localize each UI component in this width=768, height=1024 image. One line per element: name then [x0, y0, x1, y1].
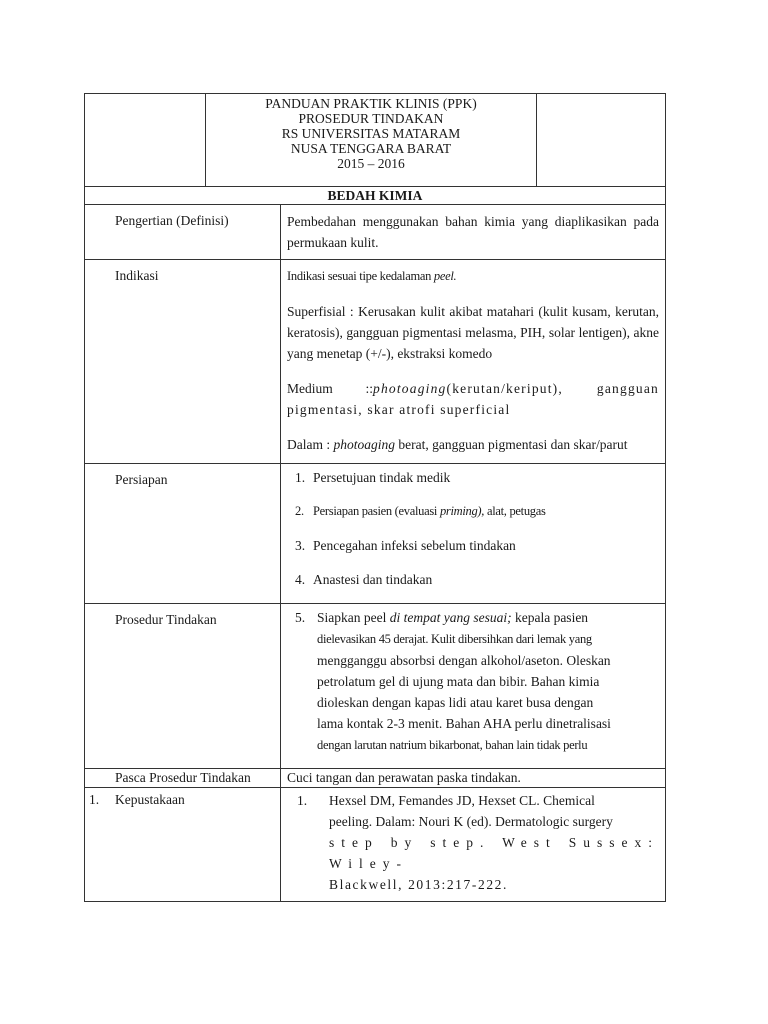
header-line-5: 2015 – 2016 [337, 156, 405, 171]
row-pengertian [85, 205, 666, 260]
prosedur-item: 5. Siapkan peel di tempat yang sesuai; kepala pasien dielevasikan 45 derajat. Kulit dibersihkan dari lemak yang mengganggu absorbsi dengan alkohol/aseton. Oleskan petrolatum gel di ujung mata dan bibir. Bahan kimia dioleskan dengan kapas lidi atau karet busa dengan lama kontak 2-3 menit. Bahan AHA perlu dinetralisasi dengan larutan natrium bikarbonat, bahan lain tidak perlu [295, 610, 611, 752]
content-prosedur [281, 604, 666, 769]
label-kepustakaan: 1. Kepustakaan [85, 788, 281, 902]
header-line-1: PANDUAN PRAKTIK KLINIS (PPK) [265, 96, 477, 111]
row-kepustakaan [85, 788, 666, 902]
label-pengertian: Pengertian (Definisi) [85, 205, 281, 260]
indikasi-superfisial: Superfisial : Kerusakan kulit akibat matahari (kulit kusam, kerutan, keratosis), gangguan pigmentasi melasma, PIH, solar lentigen), akne yang menetap (+/-), ekstraksi komedo [287, 304, 659, 361]
label-persiapan: Persiapan [85, 464, 281, 604]
ppk-document [84, 93, 666, 902]
indikasi-dalam: Dalam : photoaging berat, gangguan pigmentasi dan skar/parut [287, 437, 628, 452]
header-table [84, 93, 666, 187]
row-indikasi [85, 260, 666, 464]
list-item: 3. Pencegahan infeksi sebelum tindakan [295, 538, 516, 553]
content-pengertian: Pembedahan menggunakan bahan kimia yang diaplikasikan pada permukaan kulit. [281, 205, 666, 260]
content-persiapan [281, 464, 666, 604]
content-table [84, 186, 666, 902]
indikasi-medium: Medium ::photoaging(kerutan/keriput), gangguan pigmentasi, skar atrofi superficial [287, 381, 659, 417]
header-line-4: NUSA TENGGARA BARAT [290, 141, 452, 156]
indikasi-intro: Indikasi sesuai tipe kedalaman peel. [287, 269, 457, 283]
label-pasca: Pasca Prosedur Tindakan [85, 769, 281, 788]
reference-item: 1. Hexsel DM, Femandes JD, Hexset CL. Chemical peeling. Dalam: Nouri K (ed). Dermatologic surgery step by step. West Sussex: Wiley- Blackwell, 2013:217-222. [297, 793, 659, 892]
header-title-cell [206, 94, 537, 187]
header-line-2: PROSEDUR TINDAKAN [298, 111, 444, 126]
content-kepustakaan [281, 788, 666, 902]
content-indikasi [281, 260, 666, 464]
header-line-3: RS UNIVERSITAS MATARAM [281, 126, 461, 141]
row-prosedur [85, 604, 666, 769]
row-pasca [85, 769, 666, 788]
label-indikasi: Indikasi [85, 260, 281, 464]
document-title: BEDAH KIMIA [85, 187, 666, 205]
header-right-cell [537, 94, 666, 187]
persiapan-list [287, 467, 659, 590]
list-item: 1. Persetujuan tindak medik [295, 470, 451, 485]
list-item: 4. Anastesi dan tindakan [295, 572, 433, 587]
label-prosedur: Prosedur Tindakan [85, 604, 281, 769]
list-item: 2. Persiapan pasien (evaluasi priming), alat, petugas [295, 504, 546, 518]
logo-cell [85, 94, 206, 187]
row-persiapan [85, 464, 666, 604]
content-pasca: Cuci tangan dan perawatan paska tindakan. [281, 769, 666, 788]
